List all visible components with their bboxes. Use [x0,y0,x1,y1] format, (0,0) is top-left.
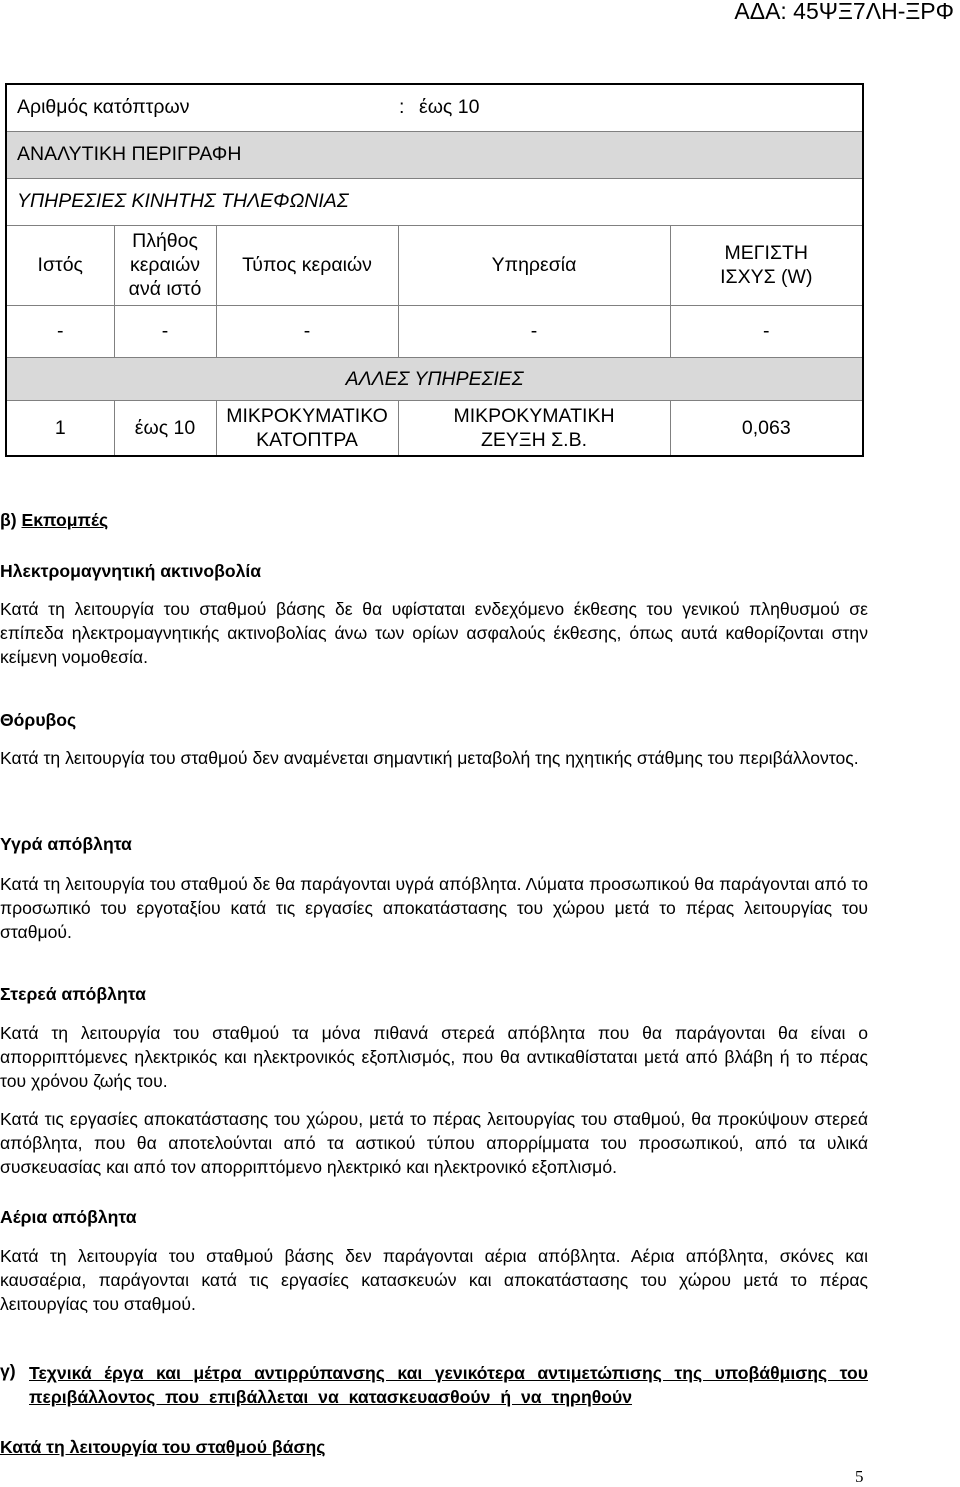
liquid-waste-text: Κατά τη λειτουργία του σταθμού δε θα παράγονται υγρά απόβλητα. Λύματα προσωπικού θα παράγονται από το προσωπικό του εργοταξίου κατά τις εργασίες αποκατάστασης του χώρου μετά το πέρας λειτουργίας του σταθμού. [0,874,868,942]
other-cell-type-line1: ΜΙΚΡΟΚΥΜΑΤΙΚΟ [226,404,388,427]
operation-heading: Κατά τη λειτουργία του σταθμού βάσης [0,1437,326,1457]
solid-waste-text-2: Κατά τις εργασίες αποκατάστασης του χώρου, μετά το πέρας λειτουργίας του σταθμού, θα προκύψουν στερεά απόβλητα, που θα αποτελούνται από τα αστικού τύπου απορρίμματα του προσωπικού, από τα υλικά συσκευασίας και από τον απορριπτόμενο ηλεκτρικό και ηλεκτρονικό εξοπλισμό. [0,1109,868,1177]
noise-heading: Θόρυβος [0,710,77,730]
other-cell-type-line2: ΚΑΤΟΠΤΡΑ [256,428,358,451]
section-g-prefix: γ) [0,1361,16,1381]
col-header-antenna-count-line1: Πλήθος [132,230,198,252]
mobile-services-title: ΥΠΗΡΕΣΙΕΣ ΚΙΝΗΤΗΣ ΤΗΛΕΦΩΝΙΑΣ [6,178,863,225]
other-cell-service [398,400,670,456]
antenna-spec-table [5,83,864,457]
col-header-antenna-count-line2: κεραιών [129,254,201,276]
other-services-title: ΑΛΛΕΣ ΥΠΗΡΕΣΙΕΣ [6,357,863,400]
em-radiation-heading: Ηλεκτρομαγνητική ακτινοβολία [0,561,262,581]
air-emissions-heading: Αέρια απόβλητα [0,1207,137,1227]
mobile-cell-count: - [114,305,216,357]
section-b-heading [0,510,868,531]
mobile-cell-service: - [398,305,670,357]
ada-code: ΑΔΑ: 45ΨΞ7ΛΗ-ΞΡΦ [734,0,954,24]
page-number: 5 [855,1467,864,1486]
other-cell-service-line2: ΖΕΥΞΗ Σ.Β. [481,428,587,451]
col-header-mast: Ιστός [6,225,114,305]
section-b-title: Εκπομπές [21,510,109,530]
liquid-waste-heading: Υγρά απόβλητα [0,834,132,854]
col-header-antenna-count [114,225,216,305]
solid-waste-heading: Στερεά απόβλητα [0,984,146,1004]
mirror-count-value: έως 10 [419,96,480,119]
section-g-title: Τεχνικά έργα και μέτρα αντιρρύπανσης και γενικότερα αντιμετώπισης της υποβάθμισης του περιβάλλοντος που επιβάλλεται να κατασκευασθούν ή να τηρηθούν [29,1363,868,1407]
air-emissions-text: Κατά τη λειτουργία του σταθμού βάσης δεν παράγονται αέρια απόβλητα. Αέρια απόβλητα, σκόνες και καυσαέρια, παράγονται κατά τις εργασίες κατασκευών και αποκατάστασης του χώρου μετά το πέρας λειτουργίας του σταθμού. [0,1246,868,1314]
other-cell-mast: 1 [6,400,114,456]
col-header-antenna-count-line3: ανά ιστό [128,278,202,300]
mobile-cell-type: - [216,305,398,357]
mirror-count-separator: : [399,96,405,119]
section-b-prefix: β) [0,510,17,530]
other-cell-type [216,400,398,456]
solid-waste-text-1: Κατά τη λειτουργία του σταθμού τα μόνα πιθανά στερεά απόβλητα που θα παράγονται θα είναι ο απορριπτόμενες ηλεκτρικός και ηλεκτρονικός εξοπλισμός, που θα αντικαθίσταται μετά από βλάβη ή το πέρας του χρόνου ζωής του. [0,1023,868,1091]
em-radiation-text: Κατά τη λειτουργία του σταθμού βάσης δε θα υφίσταται ενδεχόμενο έκθεσης του γενικού πληθυσμού σε επίπεδα ηλεκτρομαγνητικής ακτινοβολίας άνω των ορίων ασφαλούς έκθεσης, όπως αυτά καθορίζονται στην κείμενη νομοθεσία. [0,599,868,667]
noise-text: Κατά τη λειτουργία του σταθμού δεν αναμένεται σημαντική μεταβολή της ηχητικής στάθμης του περιβάλλοντος. [0,748,859,768]
mirror-count-label: Αριθμός κατόπτρων [17,96,190,119]
other-cell-count: έως 10 [114,400,216,456]
mirror-count-row [6,84,863,131]
col-header-antenna-type: Τύπος κεραιών [216,225,398,305]
col-header-max-power-line2: ΙΣΧΥΣ (W) [720,266,813,288]
other-cell-service-line1: ΜΙΚΡΟΚΥΜΑΤΙΚΗ [453,404,615,427]
other-cell-power: 0,063 [670,400,863,456]
analysis-title: ΑΝΑΛΥΤΙΚΗ ΠΕΡΙΓΡΑΦΗ [6,131,863,178]
col-header-max-power [670,225,863,305]
mobile-cell-power: - [670,305,863,357]
col-header-max-power-line1: ΜΕΓΙΣΤΗ [724,242,809,264]
mobile-cell-mast: - [6,305,114,357]
col-header-service: Υπηρεσία [398,225,670,305]
section-g-heading [0,1361,868,1409]
